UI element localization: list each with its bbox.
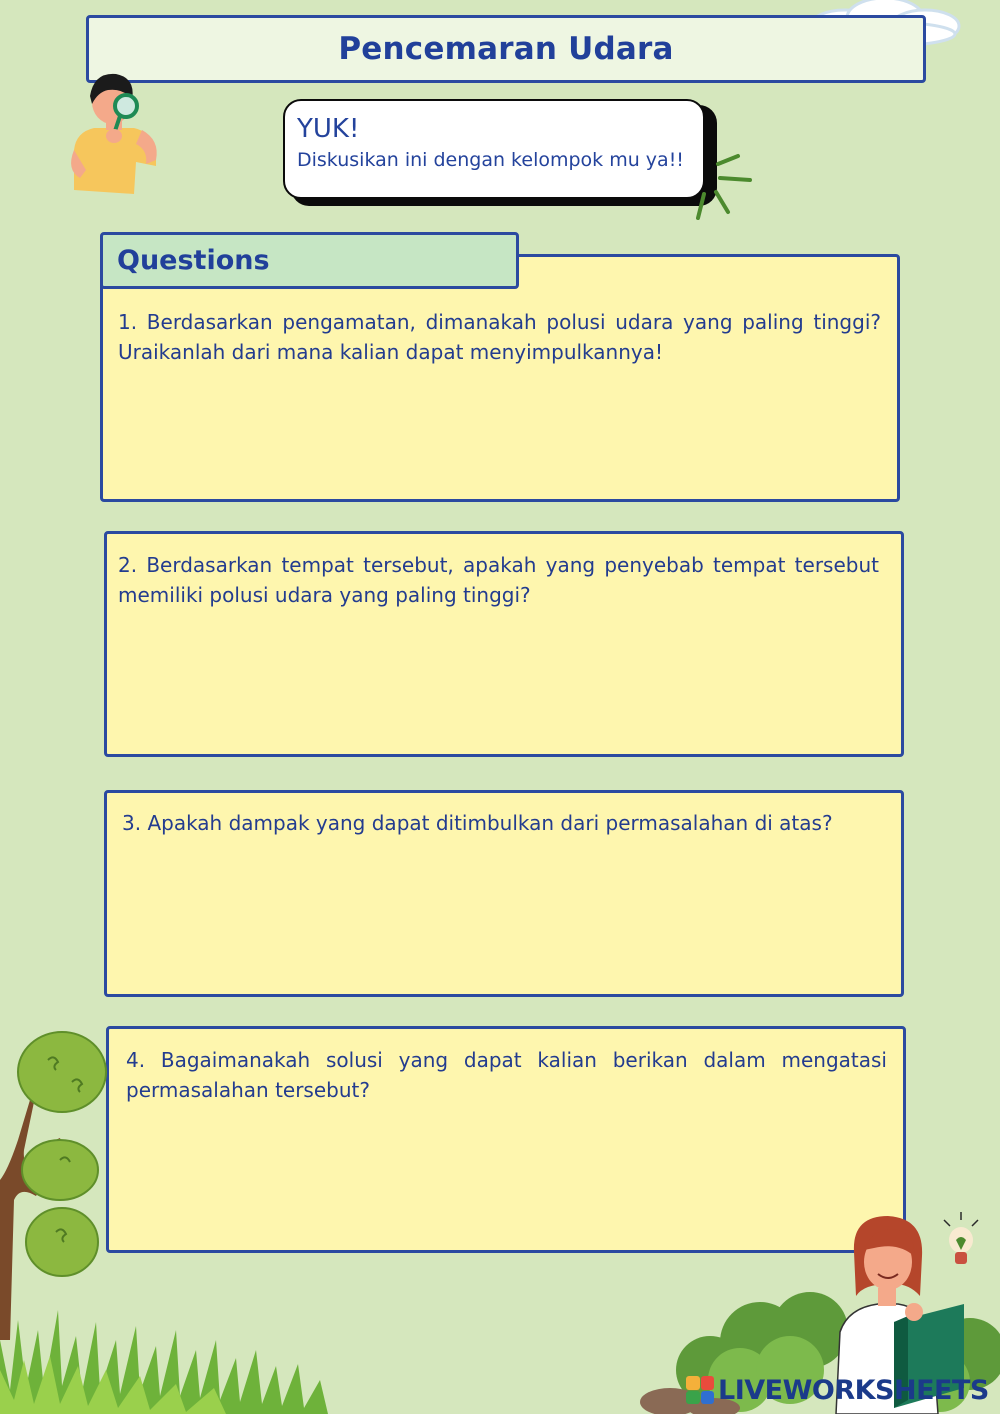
question-box-2[interactable] [104, 531, 904, 757]
title-banner [86, 15, 926, 83]
liveworksheets-logo-icon [686, 1376, 714, 1404]
question-box-1[interactable] [100, 254, 900, 502]
questions-label-text: Questions [117, 245, 270, 276]
speech-bubble [283, 99, 705, 199]
question-text-1: 1. Berdasarkan pengamatan, dimanakah polusi udara yang paling tinggi? Uraikanlah dari mana kalian dapat menyimpulkannya! [118, 310, 881, 364]
burst-lines-icon [694, 150, 756, 222]
question-box-4[interactable] [106, 1026, 906, 1253]
question-text-2: 2. Berdasarkan tempat tersebut, apakah yang penyebab tempat tersebut memiliki polusi udara yang paling tinggi? [118, 553, 879, 607]
boy-magnifier-icon [64, 70, 164, 196]
watermark [686, 1370, 989, 1410]
questions-label [100, 232, 519, 289]
bubble-subtext: Diskusikan ini dengan kelompok mu ya!! [297, 149, 684, 171]
question-box-3[interactable] [104, 790, 904, 997]
page-title: Pencemaran Udara [338, 31, 674, 67]
grass-icon [0, 1300, 340, 1414]
question-text-4: 4. Bagaimanakah solusi yang dapat kalian berikan dalam mengatasi permasalahan tersebut? [126, 1048, 887, 1102]
question-text-3: 3. Apakah dampak yang dapat ditimbulkan dari permasalahan di atas? [122, 811, 833, 835]
watermark-text: LIVEWORKSHEETS [718, 1374, 989, 1406]
bubble-heading: YUK! [297, 114, 360, 144]
